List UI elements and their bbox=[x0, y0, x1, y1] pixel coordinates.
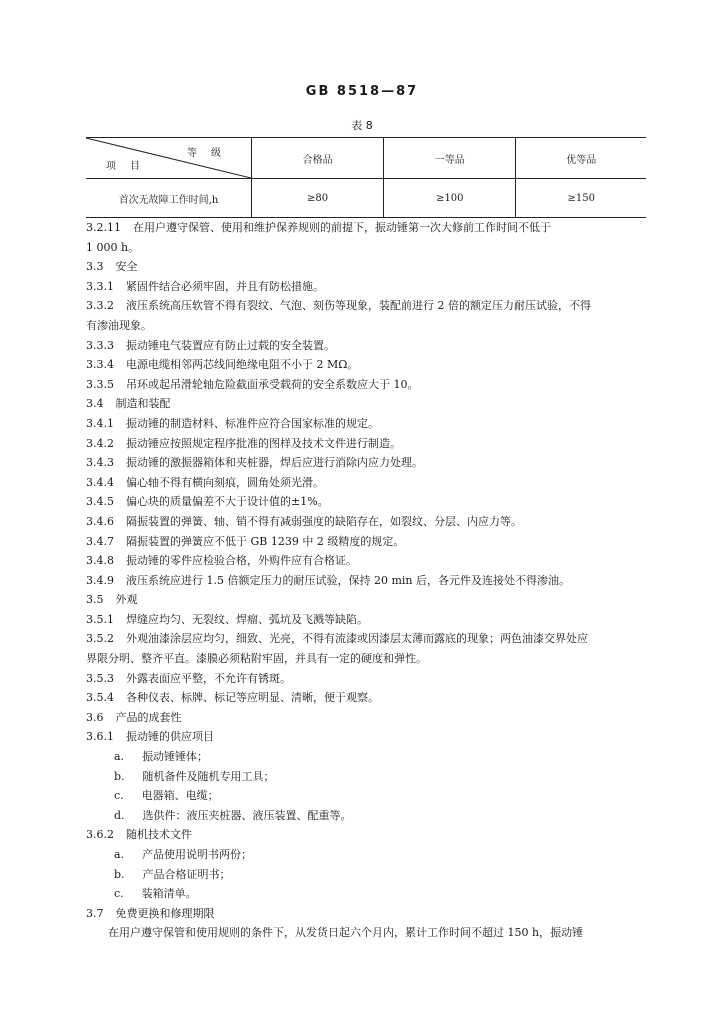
clause-line bbox=[86, 355, 648, 375]
clause-number: 3.4.2 bbox=[86, 436, 114, 450]
clause-text: 电源电缆相邻两芯线间绝缘电阻不小于 2 MΩ。 bbox=[126, 358, 359, 372]
clause-line bbox=[86, 277, 648, 297]
clause-line bbox=[86, 590, 648, 610]
clause-text: 1 000 h。 bbox=[86, 240, 140, 254]
clause-number: 3.3.2 bbox=[86, 299, 114, 313]
clause-text: 随机备件及随机专用工具； bbox=[142, 769, 275, 783]
table-header-row bbox=[86, 138, 646, 179]
clause-number: 3.5.1 bbox=[86, 612, 114, 626]
row-label: 首次无故障工作时间,h bbox=[86, 179, 252, 218]
clause-number: 3.4.6 bbox=[86, 514, 114, 528]
list-item bbox=[86, 845, 648, 865]
clause-number: d. bbox=[114, 808, 125, 822]
clause-text: 隔振装置的弹簧应不低于 GB 1239 中 2 级精度的规定。 bbox=[126, 534, 405, 548]
clause-text: 振动锤电气装置应有防止过载的安全装置。 bbox=[126, 338, 335, 352]
clause-text: 随机技术文件 bbox=[126, 828, 192, 842]
clause-number: a. bbox=[114, 750, 125, 764]
clause-text: 产品合格证明书； bbox=[142, 867, 231, 881]
clause-text: 制造和装配 bbox=[115, 397, 171, 411]
clause-text: 有渗油现象。 bbox=[86, 318, 152, 332]
clause-text: 振动锤的供应项目 bbox=[126, 730, 214, 744]
clause-line bbox=[86, 551, 648, 571]
clause-line bbox=[86, 414, 648, 434]
clause-line bbox=[86, 512, 648, 532]
clause-line bbox=[86, 649, 648, 669]
clause-line bbox=[86, 453, 648, 473]
clause-line bbox=[86, 708, 648, 728]
clause-line bbox=[86, 571, 648, 591]
column-header: 优等品 bbox=[516, 138, 646, 179]
clause-text: 偏心轴不得有横向刻痕，圆角处须光滑。 bbox=[126, 475, 324, 489]
clause-line bbox=[86, 473, 648, 493]
clause-text: 装箱清单。 bbox=[141, 887, 197, 901]
clause-number: c. bbox=[114, 789, 124, 803]
list-item bbox=[86, 786, 648, 806]
clause-line bbox=[86, 394, 648, 414]
clause-number: 3.6 bbox=[86, 710, 104, 724]
clause-number: 3.3.1 bbox=[86, 279, 114, 293]
clause-text: 振动锤应按照规定程序批准的图样及技术文件进行制造。 bbox=[126, 436, 401, 450]
clause-number: b. bbox=[114, 769, 125, 783]
clause-number: 3.4.5 bbox=[86, 495, 114, 509]
clause-text: 振动锤的制造材料、标准件应符合国家标准的规定。 bbox=[126, 416, 379, 430]
clause-text: 免费更换和修理期限 bbox=[115, 906, 215, 920]
clause-line bbox=[86, 316, 648, 336]
clause-text: 紧固件结合必须牢固，并且有防松措施。 bbox=[126, 279, 324, 293]
clause-text: 外观油漆涂层应均匀，细致、光亮，不得有流漆或因漆层太薄而露底的现象；两色油漆交界处应 bbox=[126, 632, 588, 646]
clause-number: 3.3.5 bbox=[86, 377, 114, 391]
clause-number: b. bbox=[114, 867, 125, 881]
clause-text-body bbox=[86, 218, 648, 943]
clause-number: 3.4.1 bbox=[86, 416, 114, 430]
clause-line bbox=[86, 257, 648, 277]
clause-number: 3.6.1 bbox=[86, 730, 114, 744]
clause-line bbox=[86, 904, 648, 924]
clause-text: 安全 bbox=[115, 260, 138, 274]
clause-number: 3.5 bbox=[86, 593, 104, 607]
grade-label: 等级 bbox=[187, 148, 235, 159]
clause-text: 液压系统应进行 1.5 倍额定压力的耐压试验，保持 20 min 后，各元件及连接处不得渗油。 bbox=[126, 573, 571, 587]
clause-number: 3.3 bbox=[86, 260, 104, 274]
clause-line bbox=[86, 825, 648, 845]
clause-line bbox=[86, 296, 648, 316]
clause-number: 3.3.3 bbox=[86, 338, 114, 352]
clause-number: 3.4.3 bbox=[86, 456, 114, 470]
clause-text: 外观 bbox=[115, 593, 138, 607]
clause-number: 3.7 bbox=[86, 906, 104, 920]
clause-line bbox=[86, 492, 648, 512]
list-item bbox=[86, 884, 648, 904]
column-header: 一等品 bbox=[384, 138, 516, 179]
list-item bbox=[86, 865, 648, 885]
clause-line bbox=[86, 336, 648, 356]
clause-number: 3.6.2 bbox=[86, 828, 114, 842]
clause-line bbox=[86, 669, 648, 689]
clause-number: 3.5.3 bbox=[86, 671, 114, 685]
clause-line bbox=[86, 238, 648, 258]
item-label: 项目 bbox=[106, 161, 154, 172]
clause-number: 3.4 bbox=[86, 397, 104, 411]
clause-text: 液压系统高压软管不得有裂纹、气泡、刻伤等现象，装配前进行 2 倍的额定压力耐压试验，不得 bbox=[126, 299, 591, 313]
clause-number: 3.4.9 bbox=[86, 573, 114, 587]
table-cell: ≥100 bbox=[384, 179, 516, 218]
clause-text: 吊环或起吊滑轮轴危险截面承受载荷的安全系数应大于 10。 bbox=[126, 377, 419, 391]
clause-text: 界限分明、整齐平直。漆膜必须粘附牢固，并具有一定的硬度和弹性。 bbox=[86, 652, 427, 666]
table-title: 表 8 bbox=[351, 119, 373, 132]
clause-text: 选供件：液压夹桩器、液压装置、配重等。 bbox=[142, 808, 352, 822]
clause-number: a. bbox=[114, 848, 125, 861]
list-item bbox=[86, 747, 648, 767]
table-row bbox=[86, 179, 646, 218]
clause-text: 焊缝应均匀、无裂纹、焊瘤、弧坑及飞溅等缺陷。 bbox=[126, 612, 368, 626]
table-cell: ≥150 bbox=[516, 179, 646, 218]
clause-text: 在用户遵守保管和使用规则的条件下，从发货日起六个月内，累计工作时间不超过 150 h，振动锤 bbox=[108, 926, 584, 940]
clause-number: 3.4.7 bbox=[86, 534, 114, 548]
diagonal-header-cell bbox=[86, 138, 252, 179]
clause-line bbox=[86, 218, 648, 238]
clause-line bbox=[86, 610, 648, 630]
clause-text: 隔振装置的弹簧、轴、销不得有减弱强度的缺陷存在，如裂纹、分层、内应力等。 bbox=[126, 514, 522, 528]
list-item bbox=[86, 806, 648, 826]
clause-text: 产品的成套性 bbox=[115, 710, 182, 724]
standard-number-header: GB 8518—87 bbox=[305, 84, 419, 99]
clause-number: 3.4.4 bbox=[86, 475, 114, 489]
column-header: 合格品 bbox=[252, 138, 384, 179]
clause-number: 3.3.4 bbox=[86, 358, 114, 372]
clause-text: 各种仪表、标牌、标记等应明显、清晰，便于观察。 bbox=[126, 691, 379, 705]
spec-table bbox=[86, 137, 646, 218]
clause-number: 3.2.11 bbox=[86, 221, 121, 234]
clause-number: c. bbox=[114, 887, 124, 901]
clause-text: 产品使用说明书两份； bbox=[142, 848, 253, 861]
clause-line bbox=[86, 727, 648, 747]
clause-number: 3.5.2 bbox=[86, 632, 114, 646]
clause-number: 3.5.4 bbox=[86, 691, 114, 705]
clause-line bbox=[86, 532, 648, 552]
clause-line bbox=[86, 629, 648, 649]
clause-number: 3.4.8 bbox=[86, 554, 114, 568]
clause-text: 振动锤锤体； bbox=[142, 750, 209, 764]
clause-text: 电器箱、电缆； bbox=[141, 789, 219, 803]
clause-text: 振动锤的零件应检验合格，外购件应有合格证。 bbox=[126, 554, 357, 568]
clause-text: 偏心块的质量偏差不大于设计值的±1%。 bbox=[126, 495, 329, 509]
clause-text: 外露表面应平整，不允许有锈斑。 bbox=[126, 671, 291, 685]
list-item bbox=[86, 767, 648, 787]
clause-line bbox=[86, 434, 648, 454]
clause-text: 振动锤的激振器箱体和夹桩器，焊后应进行消除内应力处理。 bbox=[126, 456, 423, 470]
clause-text: 在用户遵守保管、使用和维护保养规则的前提下，振动锤第一次大修前工作时间不低于 bbox=[133, 221, 551, 234]
clause-line bbox=[86, 688, 648, 708]
table-cell: ≥80 bbox=[252, 179, 384, 218]
clause-line bbox=[86, 923, 648, 943]
clause-line bbox=[86, 375, 648, 395]
